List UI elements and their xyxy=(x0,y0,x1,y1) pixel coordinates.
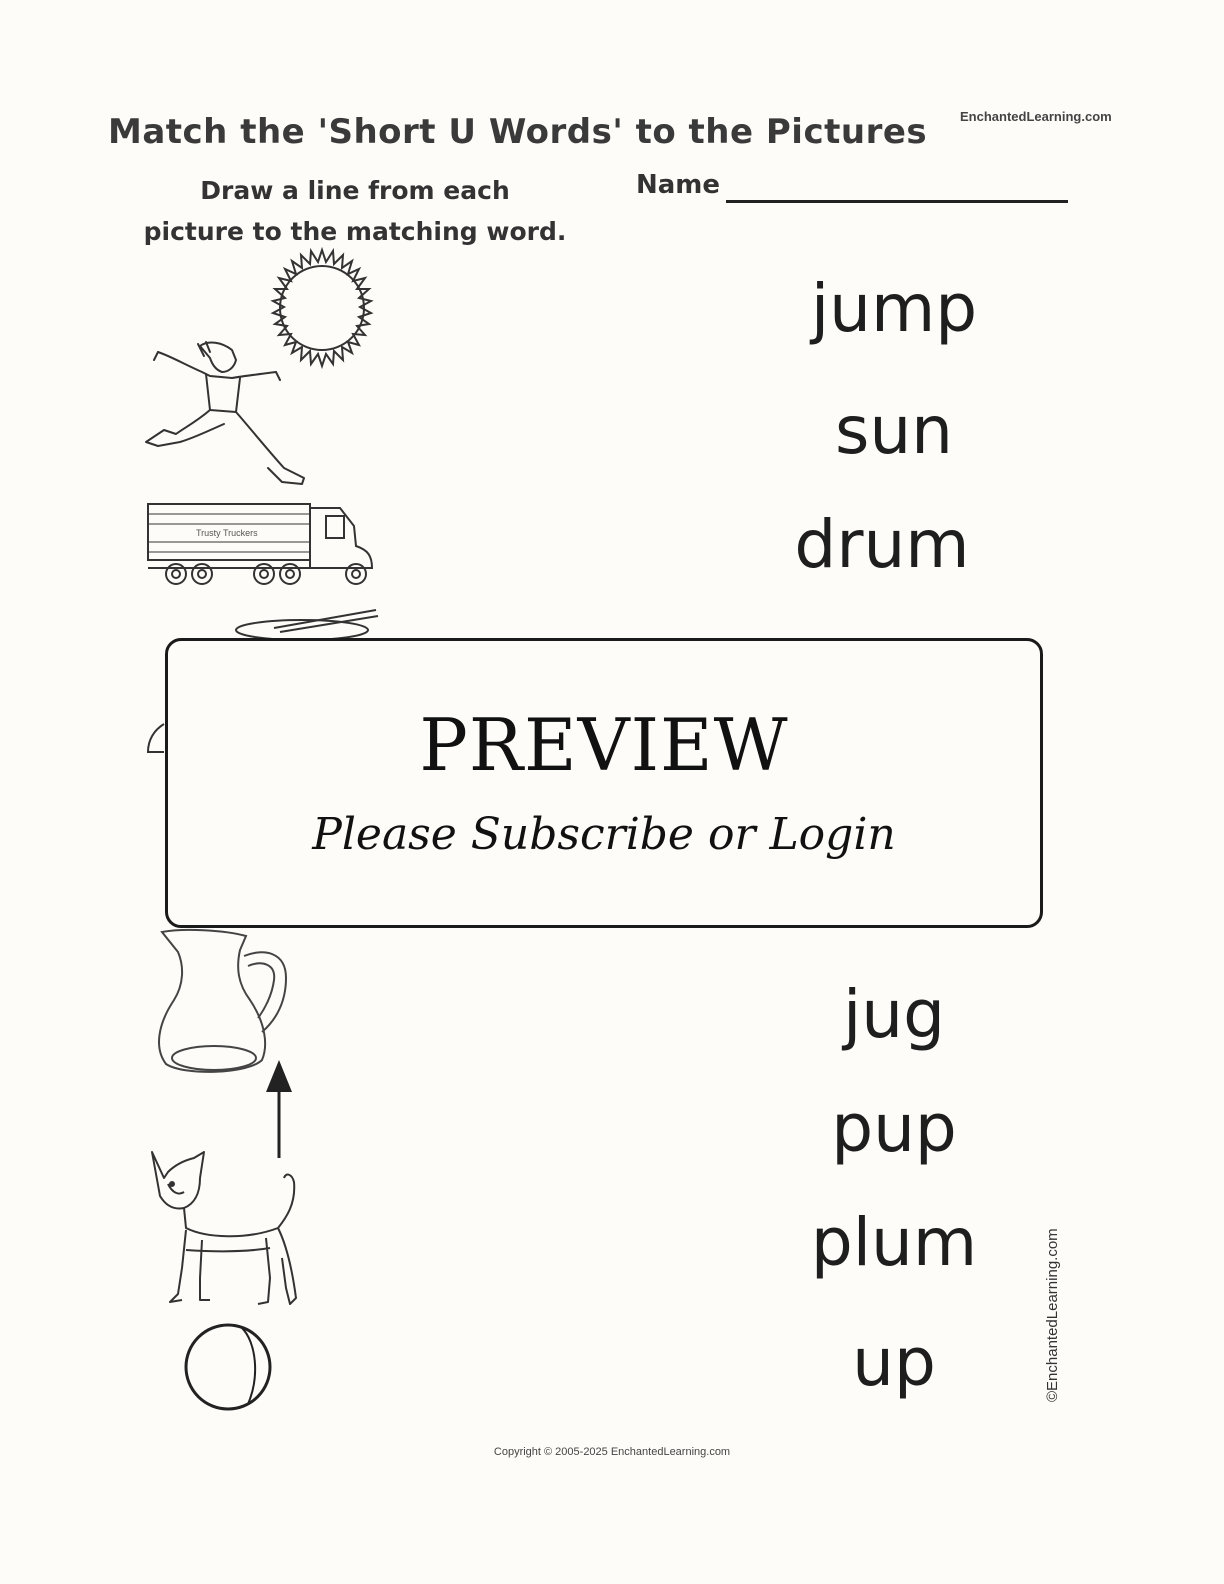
site-label[interactable]: EnchantedLearning.com xyxy=(960,109,1112,124)
side-credit: ©EnchantedLearning.com xyxy=(1044,1228,1061,1402)
word-sun: sun xyxy=(834,392,954,469)
up-arrow-icon xyxy=(262,1060,296,1160)
word-up: up xyxy=(852,1324,936,1401)
instruction-line-1: Draw a line from each xyxy=(200,176,510,205)
instructions xyxy=(140,170,570,252)
preview-title: PREVIEW xyxy=(419,703,789,787)
jug-icon xyxy=(154,928,290,1076)
name-label: Name xyxy=(636,170,721,200)
ball-icon xyxy=(182,1322,274,1412)
truck-icon xyxy=(146,502,376,590)
word-pup: pup xyxy=(831,1090,957,1167)
copyright: Copyright © 2005-2025 EnchantedLearning.com xyxy=(493,1446,731,1458)
word-plum: plum xyxy=(810,1204,978,1281)
truck-label: Trusty Truckers xyxy=(196,528,258,538)
preview-overlay[interactable] xyxy=(165,638,1043,928)
word-jump: jump xyxy=(810,270,978,347)
word-drum: drum xyxy=(794,506,970,583)
word-jug: jug xyxy=(842,976,946,1053)
puppy-icon xyxy=(146,1148,306,1308)
worksheet-title: Match the 'Short U Words' to the Pictures xyxy=(108,112,928,152)
partial-picture-icon xyxy=(146,722,166,754)
name-line[interactable] xyxy=(726,200,1068,203)
instruction-line-2: picture to the matching word. xyxy=(143,217,567,246)
drum-icon xyxy=(234,606,380,640)
subscribe-login-prompt[interactable]: Please Subscribe or Login xyxy=(312,809,896,860)
jumping-person-icon xyxy=(140,338,310,488)
